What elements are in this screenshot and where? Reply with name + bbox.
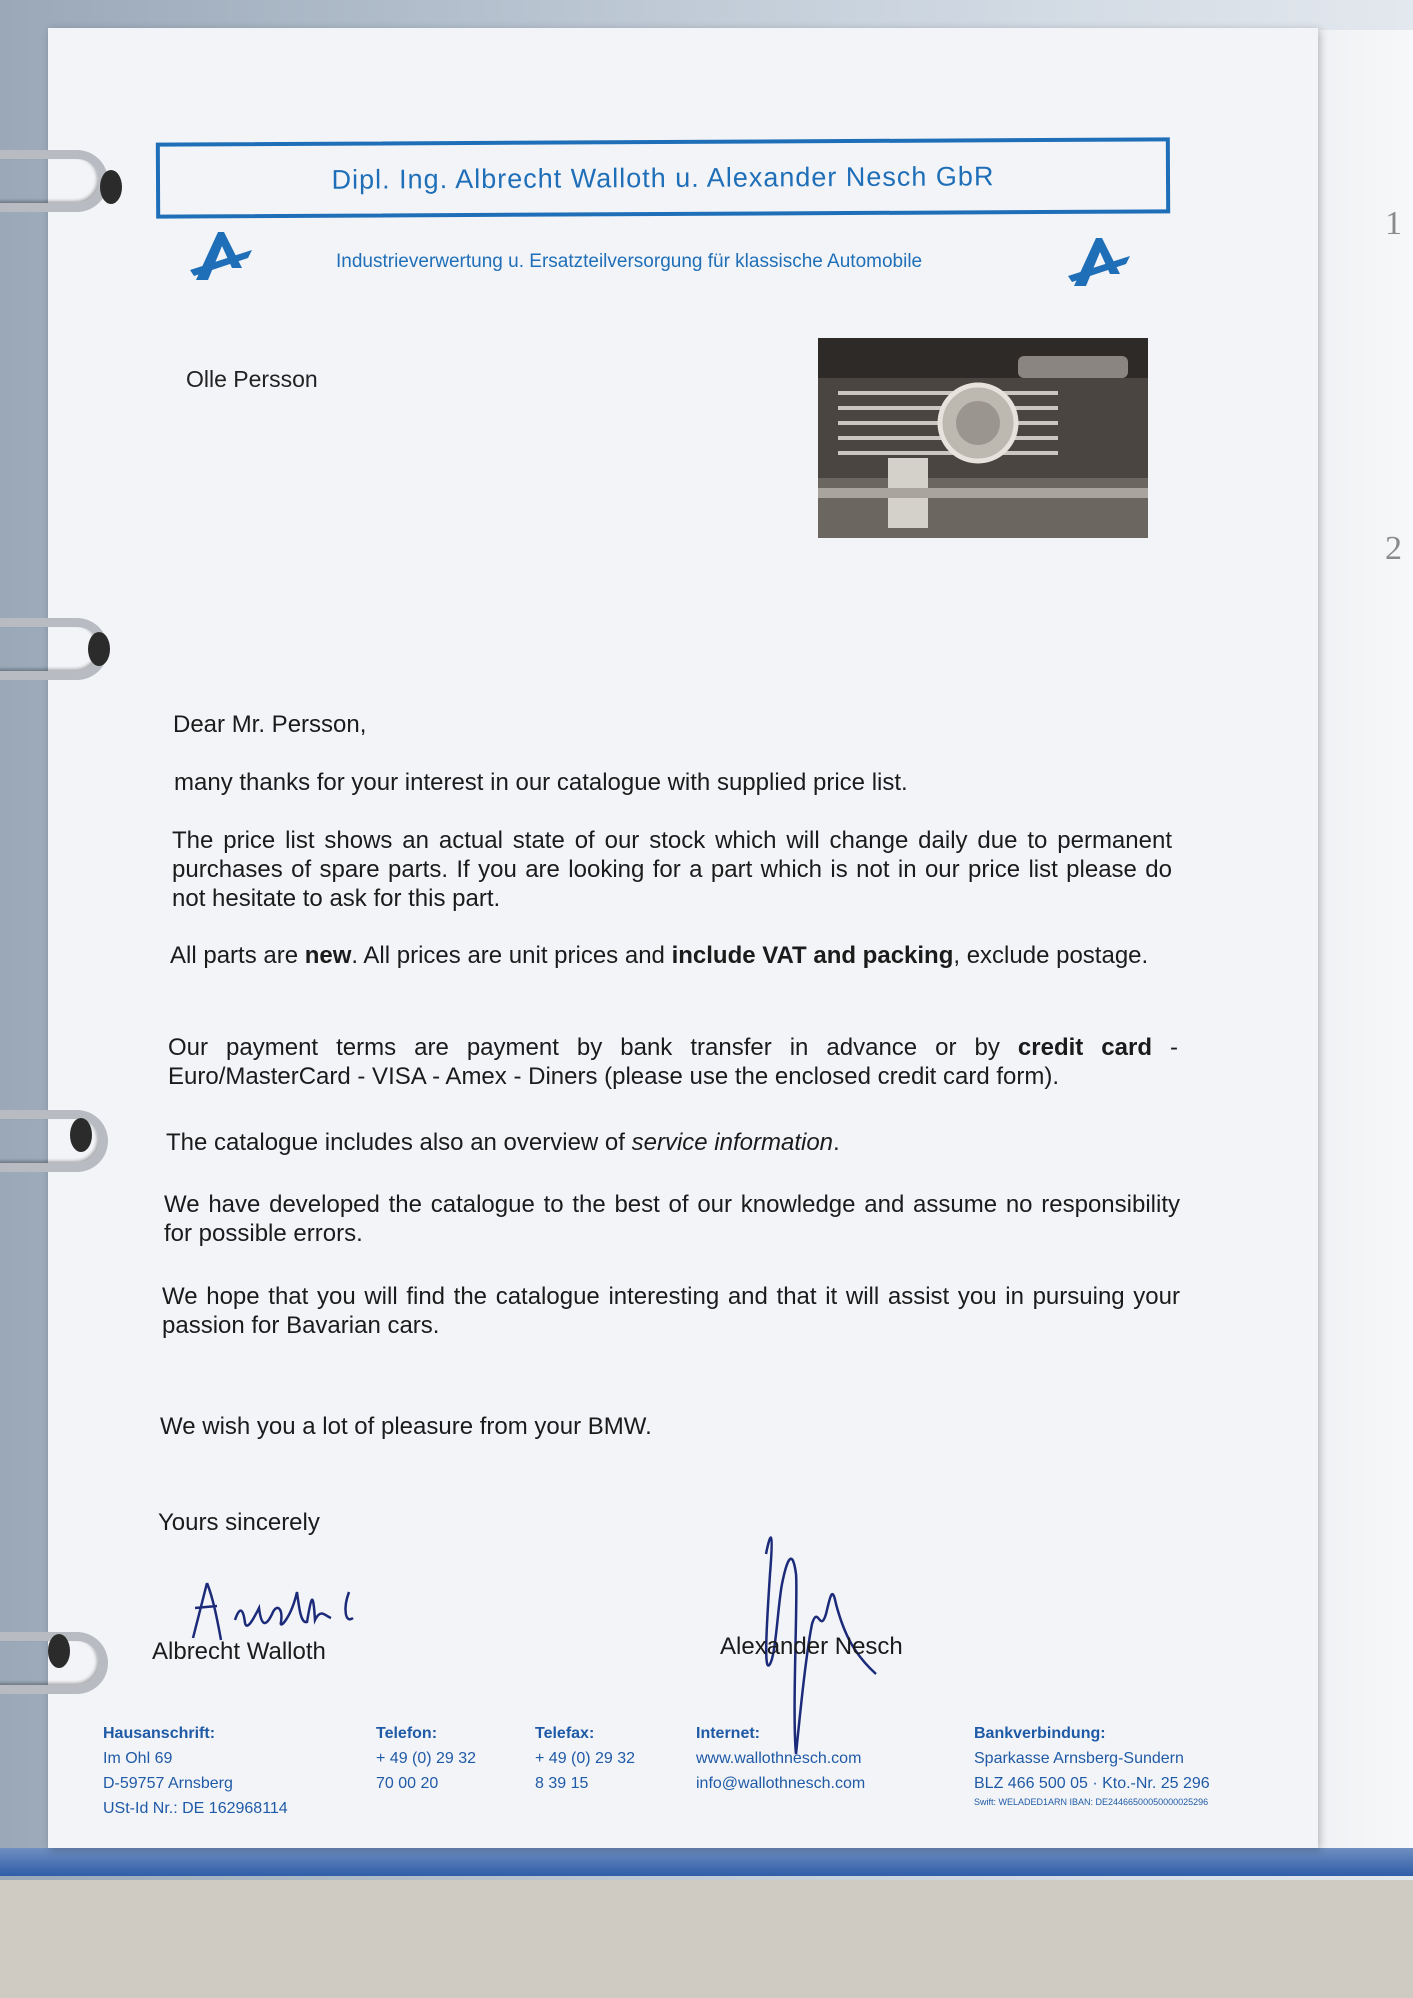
footer-internet bbox=[696, 1721, 865, 1796]
footer-internet-heading: Internet: bbox=[696, 1725, 760, 1742]
footer-address-heading: Hausanschrift: bbox=[103, 1725, 216, 1742]
tagline: Industrieverwertung u. Ersatzteilversorgung für klassische Automobile bbox=[336, 251, 923, 272]
paragraph-parts: All parts are new. All prices are unit prices and include VAT and packing, exclude postage. bbox=[170, 942, 1149, 969]
paragraph-thanks: many thanks for your interest in our catalogue with supplied price list. bbox=[174, 769, 908, 796]
paragraph-service: The catalogue includes also an overview of service information. bbox=[166, 1129, 840, 1156]
binder-ring-tip bbox=[100, 170, 122, 204]
logo-icon bbox=[188, 228, 258, 283]
footer-bank bbox=[974, 1721, 1210, 1808]
firm-name: Dipl. Ing. Albrecht Walloth u. Alexander Nesch GbR bbox=[331, 160, 995, 195]
footer-phone-heading: Telefon: bbox=[376, 1725, 438, 1742]
paragraph-wishes: We wish you a lot of pleasure from your BMW. bbox=[160, 1413, 652, 1440]
letter-page bbox=[48, 28, 1318, 1848]
binder-edge bbox=[0, 1848, 1413, 1876]
footer-bank-heading: Bankverbindung: bbox=[974, 1725, 1106, 1742]
car-grille-photo bbox=[818, 338, 1148, 538]
footer-bank-name: Sparkasse Arnsberg-Sundern bbox=[974, 1750, 1184, 1767]
binder-ring bbox=[0, 150, 108, 212]
footer-fax-line: + 49 (0) 29 32 bbox=[535, 1750, 636, 1767]
back-page-number: 2 bbox=[1385, 530, 1402, 567]
signer-walloth: Albrecht Walloth bbox=[152, 1638, 326, 1665]
binder-ring bbox=[0, 1110, 108, 1172]
footer-phone-line: 70 00 20 bbox=[376, 1775, 439, 1792]
footer-vat-id: USt-Id Nr.: DE 162968114 bbox=[103, 1800, 288, 1817]
paragraph-price-list: The price list shows an actual state of our stock which will change daily due to permanent purchases of spare parts. If you are looking for a part which is not in our price list please do not hesitate to ask for this part. bbox=[172, 827, 1172, 912]
footer-phone-line: + 49 (0) 29 32 bbox=[376, 1750, 477, 1767]
footer-fax bbox=[535, 1721, 635, 1796]
closing: Yours sincerely bbox=[158, 1509, 320, 1536]
paragraph-responsibility: We have developed the catalogue to the best of our knowledge and assume no responsibility for possible errors. bbox=[164, 1191, 1180, 1247]
footer-fax-heading: Telefax: bbox=[535, 1725, 595, 1742]
greeting: Dear Mr. Persson, bbox=[173, 711, 367, 738]
paragraph-passion: We hope that you will find the catalogue interesting and that it will assist you in pursuing your passion for Bavarian cars. bbox=[162, 1283, 1180, 1339]
binder-ring-tip bbox=[70, 1118, 92, 1152]
signer-nesch: Alexander Nesch bbox=[720, 1633, 903, 1660]
footer-email: info@wallothnesch.com bbox=[696, 1775, 866, 1792]
paragraph-payment: Our payment terms are payment by bank transfer in advance or by credit card - Euro/MasterCard - VISA - Amex - Diners (please use the enclosed credit card form). bbox=[168, 1034, 1178, 1090]
letterhead-box bbox=[156, 137, 1170, 218]
binder-ring-tip bbox=[88, 632, 110, 666]
footer-address bbox=[103, 1721, 288, 1821]
logo-icon bbox=[1066, 234, 1136, 289]
footer-phone bbox=[376, 1721, 476, 1796]
back-page-number: 1 bbox=[1385, 205, 1402, 242]
footer-bank-account: BLZ 466 500 05 · Kto.-Nr. 25 296 bbox=[974, 1775, 1210, 1792]
footer-address-line: D-59757 Arnsberg bbox=[103, 1775, 233, 1792]
footer-address-line: Im Ohl 69 bbox=[103, 1750, 173, 1767]
recipient-name: Olle Persson bbox=[186, 366, 318, 392]
binder-ring-tip bbox=[48, 1634, 70, 1668]
footer-website: www.wallothnesch.com bbox=[696, 1750, 862, 1767]
footer-bank-swift: Swift: WELADED1ARN IBAN: DE24466500050000025296 bbox=[974, 1797, 1209, 1807]
footer-fax-line: 8 39 15 bbox=[535, 1775, 589, 1792]
